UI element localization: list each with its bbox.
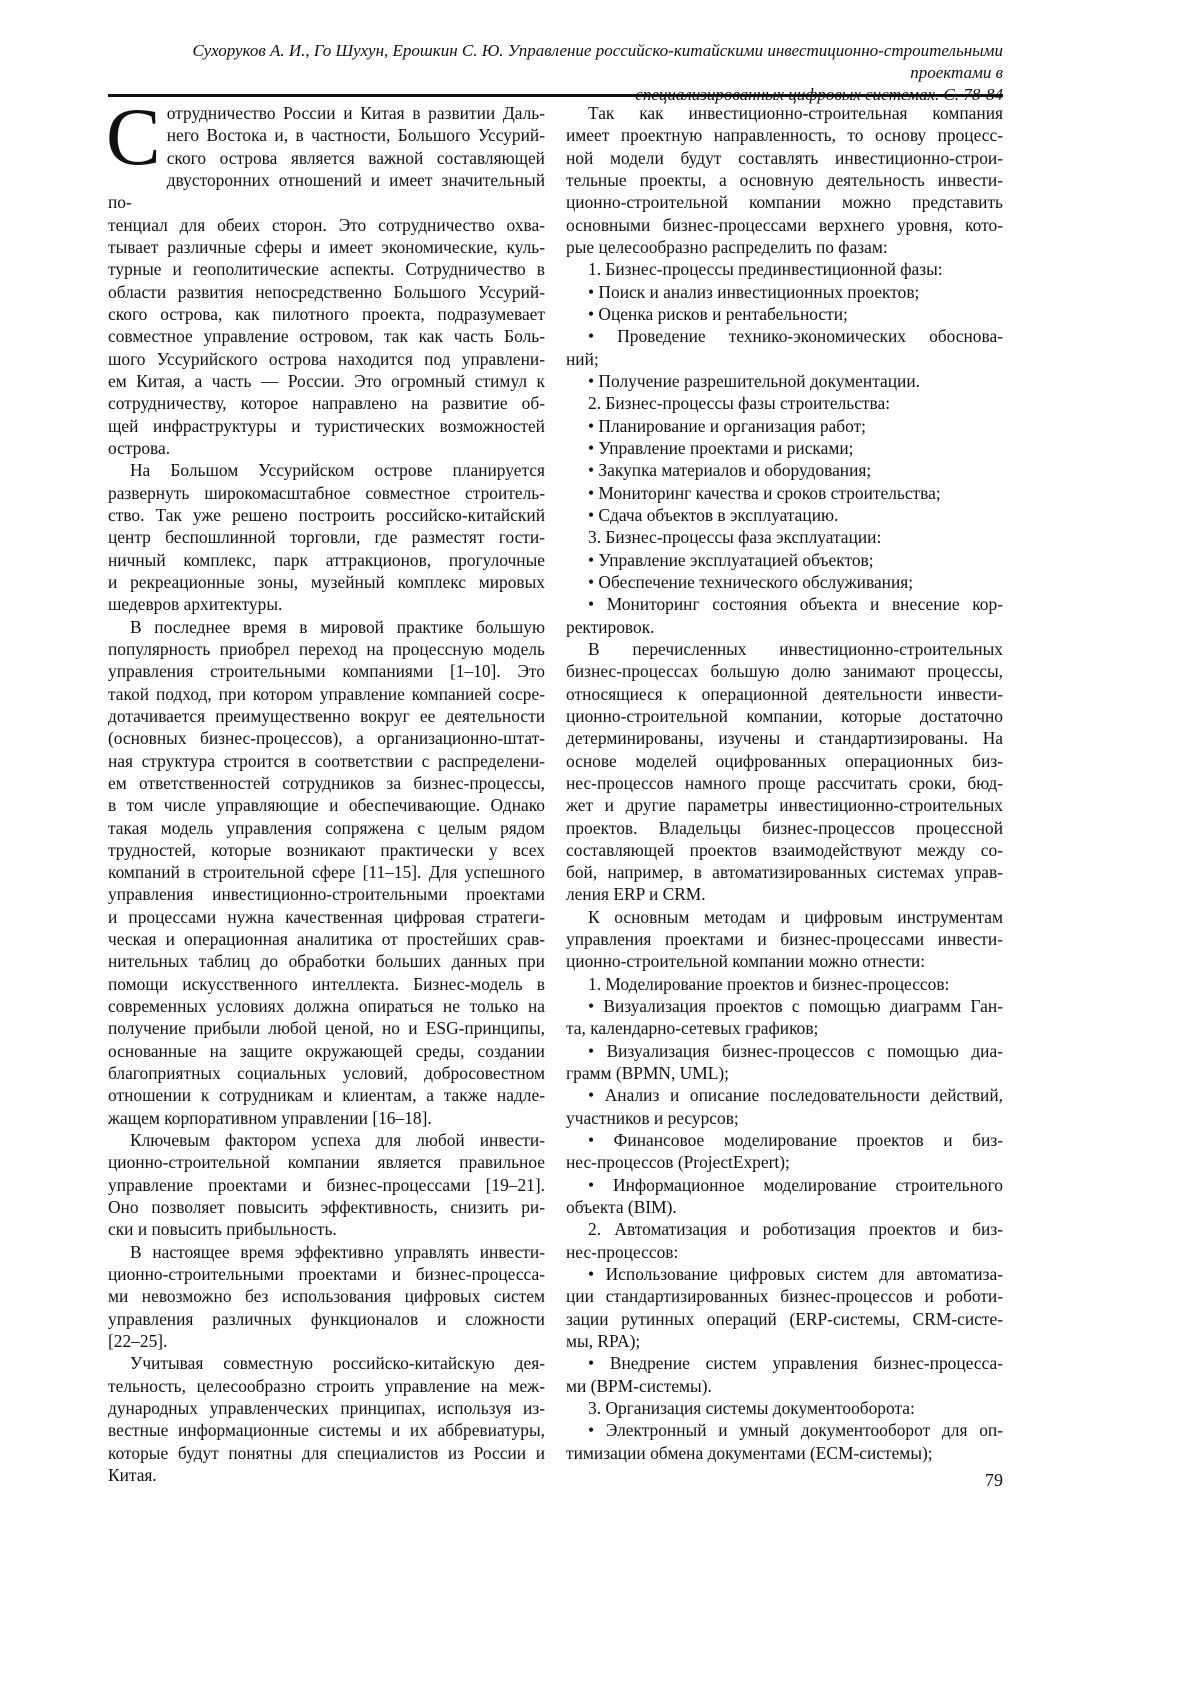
text-line: участников и ресурсов;: [566, 1107, 1003, 1129]
text-line: [22–25].: [108, 1330, 545, 1352]
header-rule: [108, 94, 1003, 97]
text-line: и процессами нужна качественная цифровая стратеги-: [108, 906, 545, 928]
text-line: • Управление эксплуатацией объектов;: [566, 549, 1003, 571]
text-line: 3. Бизнес-процессы фаза эксплуатации:: [566, 526, 1003, 548]
text-line: ми невозможно без использования цифровых систем: [108, 1285, 545, 1307]
text-line: управления проектами и бизнес-процессами инвести-: [566, 928, 1003, 950]
text-line: • Мониторинг состояния объекта и внесение кор-: [566, 593, 1003, 615]
text-line: управления различных функционалов и сложности: [108, 1308, 545, 1330]
text-line: шого Уссурийского острова находится под управлени-: [108, 348, 545, 370]
text-line: ректировок.: [566, 616, 1003, 638]
text-line: современных условиях должна опираться не только на: [108, 995, 545, 1017]
text-line: Ключевым фактором успеха для любой инвести-: [108, 1129, 545, 1151]
text-line: ции стандартизированных бизнес-процессов и роботи-: [566, 1285, 1003, 1307]
text-line: ски и повысить прибыльность.: [108, 1218, 545, 1240]
text-line: Так как инвестиционно-строительная компания: [566, 102, 1003, 124]
text-line: • Электронный и умный документооборот для оп-: [566, 1419, 1003, 1441]
left-column: [108, 102, 545, 1486]
text-line: и рекреационные зоны, музейный комплекс мировых: [108, 571, 545, 593]
text-line: управления инвестиционно-строительными проектами: [108, 883, 545, 905]
text-line: • Планирование и организация работ;: [566, 415, 1003, 437]
text-line: острова.: [108, 437, 545, 459]
text-line: центр беспошлинной торговли, где разместят гости-: [108, 526, 545, 548]
text-line: ского острова является важной составляющей: [108, 147, 545, 169]
text-line: 3. Организация системы документооборота:: [566, 1397, 1003, 1419]
running-header-line-1: Сухоруков А. И., Го Шухун, Ерошкин С. Ю. Управление российско-китайскими инвестиционно-строительными проектами в: [108, 40, 1003, 84]
text-line: ничный комплекс, парк аттракционов, прогулочные: [108, 549, 545, 571]
text-line: • Поиск и анализ инвестиционных проектов;: [566, 281, 1003, 303]
text-line: такая модель управления сопряжена с целым рядом: [108, 817, 545, 839]
text-line: ления ERP и CRM.: [566, 883, 1003, 905]
text-line: управления строительными компаниями [1–10]. Это: [108, 660, 545, 682]
text-line: Учитывая совместную российско-китайскую дея-: [108, 1352, 545, 1374]
text-line: него Востока и, в частности, Большого Уссурий-: [108, 124, 545, 146]
text-line: проектов. Владельцы бизнес-процессов процессной: [566, 817, 1003, 839]
text-line: ной модели будут составлять инвестиционно-строи-: [566, 147, 1003, 169]
text-line: компаний в строительной сфере [11–15]. Для успешного: [108, 861, 545, 883]
text-line: тимизации обмена документами (ECM-системы);: [566, 1442, 1003, 1464]
text-line: управление проектами и бизнес-процессами [19–21].: [108, 1174, 545, 1196]
text-line: та, календарно-сетевых графиков;: [566, 1017, 1003, 1039]
text-line: • Внедрение систем управления бизнес-процесса-: [566, 1352, 1003, 1374]
text-line: бизнес-процессах большую долю занимают процессы,: [566, 660, 1003, 682]
text-line: щей инфраструктуры и туристических возможностей: [108, 415, 545, 437]
text-line: получение прибыли любой ценой, но и ESG-принципы,: [108, 1017, 545, 1039]
text-line: нес-процессов (ProjectExpert);: [566, 1151, 1003, 1173]
text-line: • Сдача объектов в эксплуатацию.: [566, 504, 1003, 526]
text-line: ционно-строительными проектами и бизнес-процесса-: [108, 1263, 545, 1285]
text-line: тывает различные сферы и имеет экономические, куль-: [108, 236, 545, 258]
text-line: • Управление проектами и рисками;: [566, 437, 1003, 459]
text-line: турные и геополитические аспекты. Сотрудничество в: [108, 258, 545, 280]
text-line: области развития непосредственно Большого Уссурий-: [108, 281, 545, 303]
text-line: ционно-строительной компании является правильное: [108, 1151, 545, 1173]
text-line: ческая и операционная аналитика от простейших срав-: [108, 928, 545, 950]
text-line: сотрудничеству, которое направлено на развитие об-: [108, 392, 545, 414]
text-line: имеет проектную направленность, то основу процесс-: [566, 124, 1003, 146]
text-line: зации рутинных операций (ERP-системы, CRM-систе-: [566, 1308, 1003, 1330]
text-line: • Визуализация бизнес-процессов с помощью диа-: [566, 1040, 1003, 1062]
text-line: ми (BPM-системы).: [566, 1375, 1003, 1397]
text-line: основными бизнес-процессами верхнего уровня, кото-: [566, 214, 1003, 236]
text-line: • Проведение технико-экономических обоснова-: [566, 325, 1003, 347]
text-line: ционно-строительной компании можно представить: [566, 191, 1003, 213]
text-line: В настоящее время эффективно управлять инвести-: [108, 1241, 545, 1263]
text-line: 2. Бизнес-процессы фазы строительства:: [566, 392, 1003, 414]
text-line: рые целесообразно распределить по фазам:: [566, 236, 1003, 258]
text-line: благоприятных социальных условий, добросовестном: [108, 1062, 545, 1084]
text-line: ная структура строится в соответствии с распределени-: [108, 750, 545, 772]
text-line: • Оценка рисков и рентабельности;: [566, 303, 1003, 325]
text-line: (основных бизнес-процессов), а организационно-штат-: [108, 727, 545, 749]
text-line: трудностей, которые возникают практически у всех: [108, 839, 545, 861]
text-line: мы, RPA);: [566, 1330, 1003, 1352]
text-line: помощи искусственного интеллекта. Бизнес-модель в: [108, 973, 545, 995]
text-line: В последнее время в мировой практике большую: [108, 616, 545, 638]
text-line: которые будут понятны для специалистов из России и: [108, 1442, 545, 1464]
text-line: ем Китая, а часть — России. Это огромный стимул к: [108, 370, 545, 392]
text-line: вестные информационные системы и их аббревиатуры,: [108, 1419, 545, 1441]
text-line: тельность, целесообразно строить управление на меж-: [108, 1375, 545, 1397]
text-line: развернуть широкомасштабное совместное строитель-: [108, 482, 545, 504]
text-line: детерминированы, изучены и стандартизированы. На: [566, 727, 1003, 749]
text-line: основанные на защите окружающей среды, создании: [108, 1040, 545, 1062]
text-line: • Информационное моделирование строительного: [566, 1174, 1003, 1196]
text-line: относящиеся к операционной деятельности инвести-: [566, 683, 1003, 705]
text-line: • Получение разрешительной документации.: [566, 370, 1003, 392]
text-line: популярность приобрел переход на процессную модель: [108, 638, 545, 660]
text-line: двусторонних отношений и имеет значительный по-: [108, 169, 545, 214]
text-line: в том числе управляющие и обеспечивающие. Однако: [108, 794, 545, 816]
text-line: отношении к сотрудникам и клиентам, а также надле-: [108, 1084, 545, 1106]
drop-cap: С: [106, 104, 161, 171]
text-line: основе моделей оцифрованных операционных биз-: [566, 750, 1003, 772]
text-line: • Визуализация проектов с помощью диаграмм Ган-: [566, 995, 1003, 1017]
text-line: тельные проекты, а основную деятельность инвести-: [566, 169, 1003, 191]
text-line: На Большом Уссурийском острове планируется: [108, 459, 545, 481]
text-line: нительных таблиц до обработки больших данных при: [108, 950, 545, 972]
text-line: тенциал для обеих сторон. Это сотрудничество охва-: [108, 214, 545, 236]
text-line: нес-процессов:: [566, 1241, 1003, 1263]
text-line: • Мониторинг качества и сроков строительства;: [566, 482, 1003, 504]
text-line: ского острова, как пилотного проекта, подразумевает: [108, 303, 545, 325]
text-line: объекта (BIM).: [566, 1196, 1003, 1218]
text-line: дотачивается преимущественно вокруг ее деятельности: [108, 705, 545, 727]
text-line: такой подход, при котором управление компанией сосре-: [108, 683, 545, 705]
text-line: дународных управленческих принципах, используя из-: [108, 1397, 545, 1419]
text-line: • Финансовое моделирование проектов и биз-: [566, 1129, 1003, 1151]
text-line: Китая.: [108, 1464, 545, 1486]
text-line: • Использование цифровых систем для автоматиза-: [566, 1263, 1003, 1285]
text-line: шедевров архитектуры.: [108, 593, 545, 615]
text-line: ний;: [566, 348, 1003, 370]
text-line: грамм (BPMN, UML);: [566, 1062, 1003, 1084]
text-line: К основным методам и цифровым инструментам: [566, 906, 1003, 928]
text-line: ем ответственностей сотрудников за бизнес-процессы,: [108, 772, 545, 794]
text-line: • Обеспечение технического обслуживания;: [566, 571, 1003, 593]
text-line: составляющей проектов взаимодействуют между со-: [566, 839, 1003, 861]
text-line: нес-процессов намного проще рассчитать сроки, бюд-: [566, 772, 1003, 794]
text-line: отрудничество России и Китая в развитии Даль-: [108, 102, 545, 124]
text-line: ционно-строительной компании, которые достаточно: [566, 705, 1003, 727]
text-line: жащем корпоративном управлении [16–18].: [108, 1107, 545, 1129]
text-line: В перечисленных инвестиционно-строительных: [566, 638, 1003, 660]
text-line: ционно-строительной компании можно отнести:: [566, 950, 1003, 972]
text-line: 2. Автоматизация и роботизация проектов и биз-: [566, 1218, 1003, 1240]
text-line: Оно позволяет повысить эффективность, снизить ри-: [108, 1196, 545, 1218]
text-line: жет и другие параметры инвестиционно-строительных: [566, 794, 1003, 816]
text-line: • Анализ и описание последовательности действий,: [566, 1084, 1003, 1106]
page-number: 79: [985, 1470, 1003, 1491]
text-line: совместное управление островом, так как часть Боль-: [108, 325, 545, 347]
text-line: бой, например, в автоматизированных системах управ-: [566, 861, 1003, 883]
text-line: 1. Бизнес-процессы прединвестиционной фазы:: [566, 258, 1003, 280]
text-line: 1. Моделирование проектов и бизнес-процессов:: [566, 973, 1003, 995]
text-line: ство. Так уже решено построить российско-китайский: [108, 504, 545, 526]
text-line: • Закупка материалов и оборудования;: [566, 459, 1003, 481]
right-column: [566, 102, 1003, 1464]
